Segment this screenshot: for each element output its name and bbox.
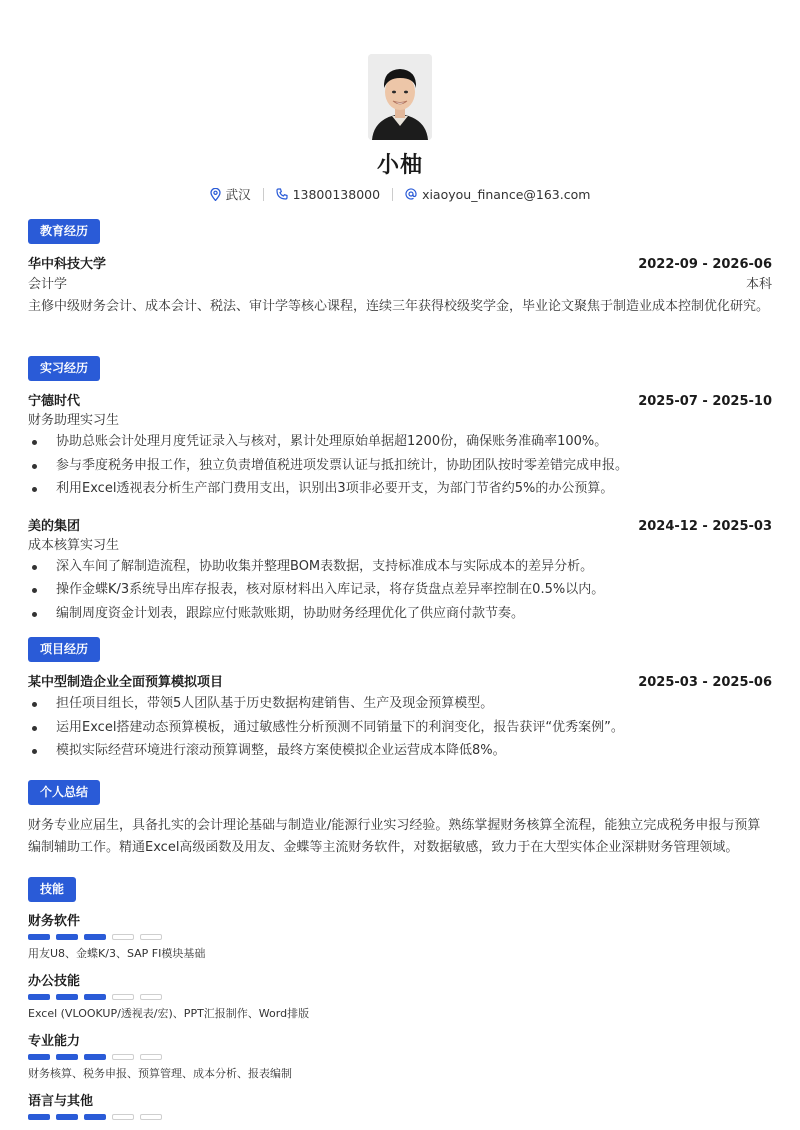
list-item: 操作金蝶K/3系统导出库存报表，核对原材料出入库记录，将存货盘点差异率控制在0.5%以内。 — [28, 578, 772, 602]
contact-city-text: 武汉 — [225, 187, 251, 202]
skill-level-segment — [84, 1054, 106, 1060]
skill-title: 专业能力 — [28, 1034, 81, 1049]
internship-row — [28, 515, 772, 534]
list-item: 担任项目组长，带领5人团队基于历史数据构建销售、生产及现金预算模型。 — [28, 692, 772, 716]
contact-phone — [276, 187, 380, 202]
contact-info — [0, 185, 800, 203]
skill-description: Excel (VLOOKUP/透视表/宏)、PPT汇报制作、Word排版 — [28, 1007, 310, 1020]
skill-level-segment — [56, 1054, 78, 1060]
skill-level-segment — [112, 934, 134, 940]
skill-level-segment — [140, 994, 162, 1000]
internship-item — [28, 515, 772, 626]
education-description: 主修中级财务会计、成本会计、税法、审计学等核心课程，连续三年获得校级奖学金，毕业论文聚焦于制造业成本控制优化研究。 — [28, 299, 770, 314]
internship-bullets — [28, 555, 772, 626]
internship-item — [28, 390, 772, 501]
skill-level-segment — [56, 934, 78, 940]
skill-title: 财务软件 — [28, 914, 81, 929]
list-item: 参与季度税务申报工作，独立负责增值税进项发票认证与抵扣统计，协助团队按时零差错完成申报。 — [28, 454, 772, 478]
project-dates: 2025-03 - 2025-06 — [638, 675, 772, 690]
project-row — [28, 671, 772, 690]
list-item: 深入车间了解制造流程，协助收集并整理BOM表数据，支持标准成本与实际成本的差异分析。 — [28, 555, 772, 579]
skill-item — [28, 970, 772, 1021]
skill-level-segment — [28, 934, 50, 940]
list-item: 协助总账会计处理月度凭证录入与核对，累计处理原始单据超1200份，确保账务准确率100%。 — [28, 430, 772, 454]
summary-heading: 个人总结 — [28, 780, 100, 805]
education-major: 会计学 — [28, 277, 68, 292]
contact-divider — [263, 188, 264, 201]
education-dates: 2022-09 - 2026-06 — [638, 257, 772, 272]
project-heading: 项目经历 — [28, 637, 100, 662]
education-row — [28, 253, 772, 272]
education-detail-row — [28, 273, 772, 292]
skill-level-bar — [28, 934, 772, 940]
skills-list — [28, 910, 772, 1120]
contact-email-text: xiaoyou_finance@163.com — [422, 186, 591, 202]
contact-email — [405, 187, 590, 202]
internship-role: 成本核算实习生 — [28, 537, 120, 553]
location-pin-icon — [210, 188, 221, 201]
summary-text: 财务专业应届生，具备扎实的会计理论基础与制造业/能源行业实习经验。熟练掌握财务核算全流程，能独立完成税务申报与预算编制辅助工作。精通Excel高级函数及用友、金蝶等主流财务软件，对数据敏感，致力于在大型实体企业深耕财务管理领域。 — [28, 818, 761, 855]
at-sign-icon — [405, 188, 417, 200]
internship-section — [28, 356, 772, 625]
skill-level-segment — [112, 1114, 134, 1120]
skill-level-segment — [84, 1114, 106, 1120]
internship-dates: 2024-12 - 2025-03 — [638, 518, 772, 534]
skill-level-segment — [140, 1054, 162, 1060]
skill-description: 用友U8、金蝶K/3、SAP FI模块基础 — [28, 947, 206, 960]
phone-icon — [276, 188, 288, 200]
skill-level-segment — [84, 934, 106, 940]
education-heading: 教育经历 — [28, 219, 100, 244]
internship-row — [28, 390, 772, 409]
list-item: 利用Excel透视表分析生产部门费用支出，识别出3项非必要开支，为部门节省约5%的办公预算。 — [28, 477, 772, 501]
education-degree: 本科 — [745, 277, 772, 292]
skill-level-segment — [28, 1054, 50, 1060]
resume-header — [0, 54, 800, 203]
skills-heading: 技能 — [28, 877, 76, 902]
school-name: 华中科技大学 — [28, 257, 107, 272]
summary-section — [28, 780, 772, 859]
skill-item — [28, 910, 772, 961]
project-bullets — [28, 692, 772, 763]
skill-item — [28, 1030, 772, 1081]
internship-dates: 2025-07 - 2025-10 — [638, 394, 772, 409]
skill-level-segment — [84, 994, 106, 1000]
contact-divider — [392, 188, 393, 201]
education-section — [28, 219, 772, 318]
avatar — [368, 54, 432, 140]
skill-level-segment — [112, 994, 134, 1000]
skill-level-segment — [140, 1114, 162, 1120]
skill-level-segment — [140, 934, 162, 940]
list-item: 运用Excel搭建动态预算模板，通过敏感性分析预测不同销量下的利润变化，报告获评“优秀案例”。 — [28, 716, 772, 740]
skill-item — [28, 1090, 772, 1120]
skill-description: 财务核算、税务申报、预算管理、成本分析、报表编制 — [28, 1067, 292, 1080]
skill-level-bar — [28, 1054, 772, 1060]
company-name: 美的集团 — [28, 518, 81, 534]
skill-level-segment — [56, 994, 78, 1000]
avatar-portrait-icon — [368, 54, 432, 140]
list-item: 编制周度资金计划表，跟踪应付账款账期，协助财务经理优化了供应商付款节奏。 — [28, 602, 772, 626]
skill-title: 语言与其他 — [28, 1094, 94, 1109]
internship-heading: 实习经历 — [28, 356, 100, 381]
contact-city — [210, 185, 251, 203]
skill-level-segment — [28, 1114, 50, 1120]
company-name: 宁德时代 — [28, 394, 81, 409]
candidate-name: 小柚 — [376, 153, 423, 178]
skills-section — [28, 877, 772, 1120]
internship-bullets — [28, 430, 772, 501]
skill-level-bar — [28, 994, 772, 1000]
project-title: 某中型制造企业全面预算模拟项目 — [28, 675, 224, 690]
skill-level-bar — [28, 1114, 772, 1120]
project-section — [28, 637, 772, 763]
list-item: 模拟实际经营环境进行滚动预算调整，最终方案使模拟企业运营成本降低8%。 — [28, 739, 772, 763]
skill-title: 办公技能 — [28, 974, 81, 989]
skill-level-segment — [112, 1054, 134, 1060]
contact-phone-text: 13800138000 — [292, 186, 381, 202]
skill-level-segment — [28, 994, 50, 1000]
internship-role: 财务助理实习生 — [28, 413, 120, 428]
skill-level-segment — [56, 1114, 78, 1120]
